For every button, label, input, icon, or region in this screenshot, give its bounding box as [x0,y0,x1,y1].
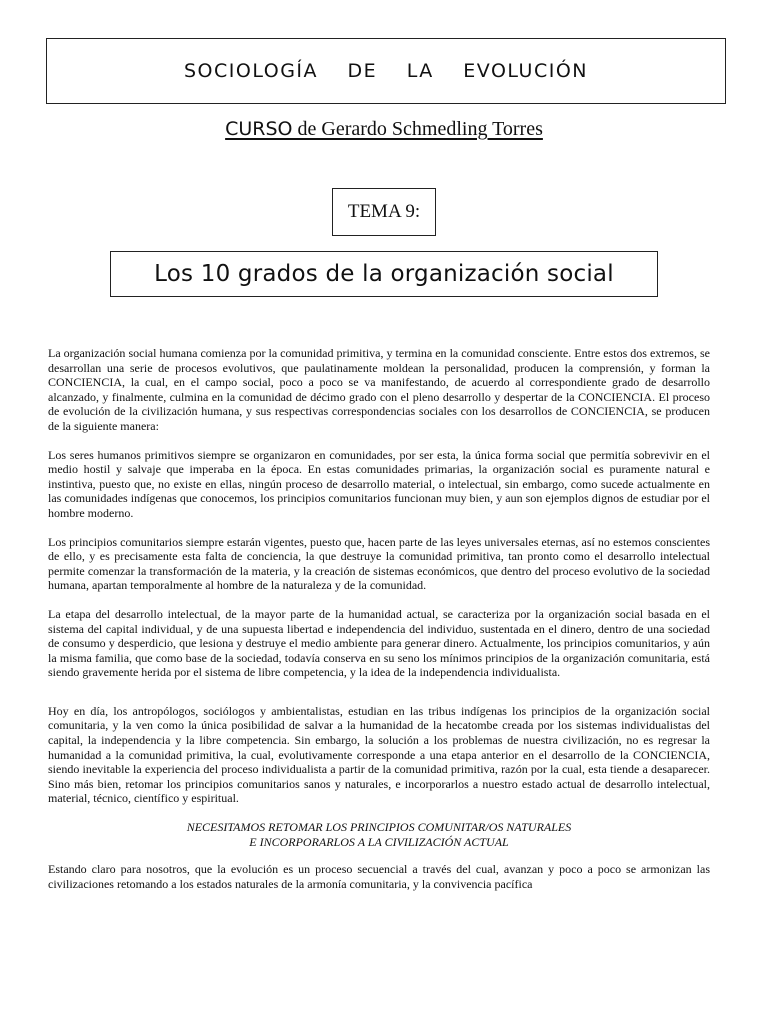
body-paragraph: La etapa del desarrollo intelectual, de la mayor parte de la humanidad actual, se caracteriza por la organización social basada en el sistema del capital individual, y de una supuesta libertad e independencia del individuo, sustentada en el dinero, dentro de una sociedad de consumo y desperdicio, que lesiona y destruye el medio ambiente para generar dinero. Actualmente, los principios comunitarios, y aún la misma familia, que como base de la sociedad, todavía conserva en su seno los mínimos principios de la organización comunitaria, está siendo gravemente herida por el sistema de libre competencia, y la idea de la independencia individualista. [48,606,710,680]
body-paragraph: Los principios comunitarios siempre estarán vigentes, puesto que, hacen parte de las leyes universales eternas, así no estemos conscientes de ello, y es precisamente esta falta de conciencia, la que destruye la comunidad primitiva, tan pronto como el desarrollo intelectual permite comenzar la transformación de la materia, y la creación de sistemas económicos, que dentro del proceso evolutivo de la sociedad humana, apartan temporalmente al hombre de la naturaleza y de la comunidad. [48,534,710,593]
callout-line-1: NECESITAMOS RETOMAR LOS PRINCIPIOS COMUNITAR/OS NATURALES [186,820,572,835]
closing-paragraph: Estando claro para nosotros, que la evolución es un proceso secuencial a través del cual, avanzan y poco a poco se armonizan las civilizaciones retomando a los estados naturales de la armonía comunitaria, y la convivencia pacífica [48,862,710,891]
callout-line-2: E INCORPORARLOS A LA CIVILIZACIÓN ACTUAL [249,834,509,849]
course-author: de Gerardo Schmedling Torres [297,118,543,140]
topic-title: Los 10 grados de la organización social [154,261,614,287]
document-header-title: SOCIOLOGÍA DE LA EVOLUCIÓN [183,60,588,82]
course-label: CURSO [225,118,293,140]
document-header-box [46,38,726,104]
callout-heading [48,820,710,849]
topic-title-box [110,251,658,297]
body-paragraph: Hoy en día, los antropólogos, sociólogos y ambientalistas, estudian en las tribus indígenas los principios de la organización social comunitaria, y la ven como la única posibilidad de salvar a la humanidad de la hecatombe creada por los sistemas individualistas del capital, la independencia y la libre competencia. Sin embargo, la solución a los problemas de nuestra civilización, no es regresar la humanidad a la comunidad primitiva, la cual, evolutivamente corresponde a una etapa anterior en el desarrollo de la CONCIENCIA, siendo inevitable la experiencia del proceso individualista a partir de la comunidad primitiva, razón por la cual, esta tiende a desaparecer. Sino más bien, retomar los principios comunitarios sanos y naturales, e incorporarlos a nuestro estado actual de desarrollo intelectual, material, técnico, científico y espiritual. [48,703,710,806]
tema-box [332,188,436,236]
tema-label: TEMA 9: [347,201,421,222]
body-content [48,346,710,905]
body-paragraph: La organización social humana comienza por la comunidad primitiva, y termina en la comunidad consciente. Entre estos dos extremos, se desarrollan una serie de procesos evolutivos, que paulatinamente moldean la personalidad, producen la comprensión, y forman la CONCIENCIA, la cual, en el campo social, poco a poco se va manifestando, de acuerdo al correspondiente grado de desarrollo alcanzado, y finalmente, culmina en la comunidad de décimo grado con el pleno desarrollo y despertar de la CONCIENCIA. El proceso de evolución de la civilización humana, y sus respectivas correspondencias sociales con los desarrollos de CONCIENCIA, se producen de la siguiente manera: [48,346,710,433]
body-paragraph: Los seres humanos primitivos siempre se organizaron en comunidades, por ser esta, la única forma social que permitía sobrevivir en el medio hostil y salvaje que imperaba en la época. En estas comunidades primarias, la organización social es puramente natural e instintiva, puesto que, no existe en ellas, ningún proceso de desarrollo material, o intelectual, sin embargo, como sucede actualmente en las comunidades indígenas que conocemos, los principios comunitarios funcionan muy bien, y aun son ejemplos dignos de estudiar por el hombre moderno. [48,447,710,520]
course-line [0,118,768,141]
